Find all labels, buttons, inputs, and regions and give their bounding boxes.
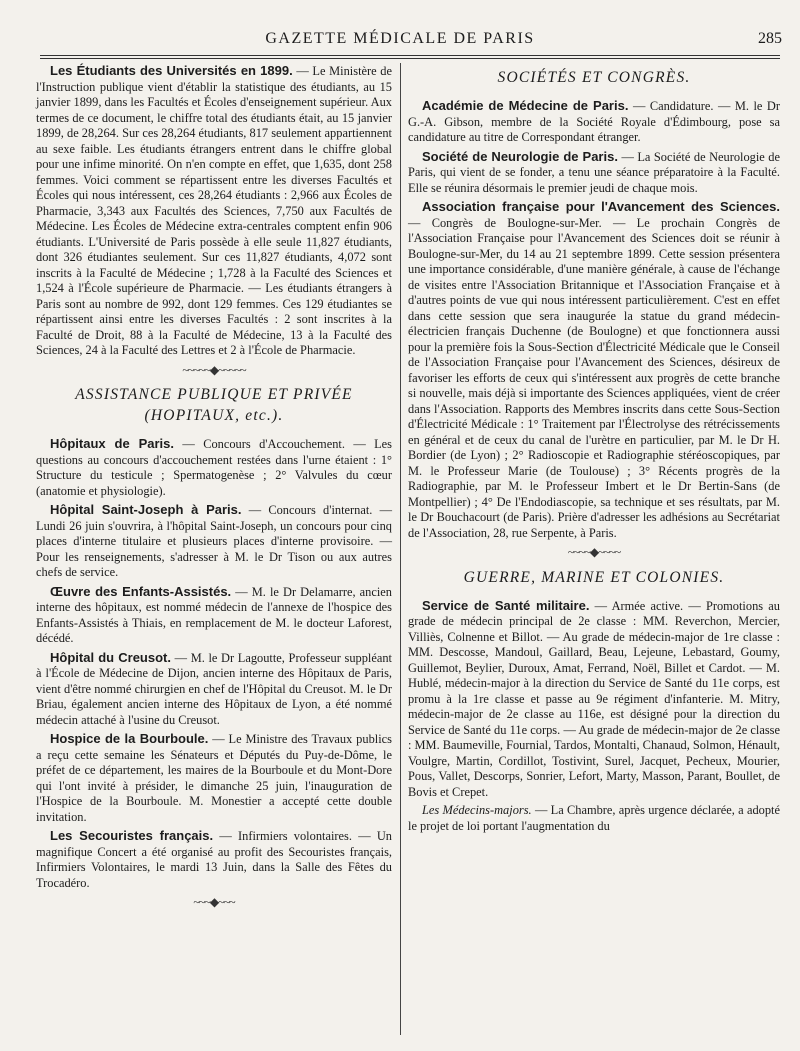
running-title: GAZETTE MÉDICALE DE PARIS	[265, 30, 535, 47]
article-body: — Concours d'internat. — Lundi 26 juin s'ouvrira, à l'hôpital Saint-Joseph, un concours pour cinq places d'interne titulaire et plusieurs places d'interne provisoire. — Pour les renseignements, s'adresser à M. le Dr Tison ou aux autres chefs de service.	[36, 503, 392, 579]
article-title: Les Médecins-majors.	[422, 803, 532, 817]
column-divider	[400, 63, 401, 1035]
ornament-divider: ~~~~◆~~~~	[567, 545, 621, 559]
header-rule-double	[40, 58, 780, 59]
article-title: Service de Santé militaire.	[422, 597, 590, 613]
article-body: — Armée active. — Promotions au grade de médecin principal de 2e classe : MM. Reverchon, Mercier, Villiès, Colnenne et Billot. — Au grade de médecin-major de 1re classe : MM. Descosse, Mandoul, Gaillard, Beau, Lejeune, Lebastard, Goumy, Guillemot, Beylier, Duroux, Amat, Ferrand, Noël, Billet et Cardot. — M. Hublé, médecin-major à la direction du Service de Santé du 11e corps, est promu à la 1re classe et passe au 9e régiment d'infanterie. M. Mitry, médecin-major de 2e classe au 116e, est désigné pour la direction du Service de Santé du 11e corps. — Au grade de médecin-major de 2e classe : MM. Baumeville, Fournial, Tardos, Montalti, Chanaud, Solmon, Hénault, Voulgre, Martin, Cordillot, Tostivint, Surel, Jacquet, Pecheux, Mourier, Pous, Vallet, Descorps, Sonrier, Lefort, Marty, Masson, Parant, Boullet, de Bovis et Crepet.	[408, 598, 780, 799]
left-column	[36, 63, 392, 917]
article-body: — Le Ministère de l'Instruction publique vient d'établir la statistique des étudiants, au 15 janvier 1899, dans les Facultés et Écoles d'enseignement supérieur. Aux termes de ce document, le chiffre total des étudiants était, au 15 janvier 1899, de 28,264. Sur ces 28,264 étudiants, 817 seulement appartiennent au sexe faible. Les étudiants étrangers entrent dans le chiffre global pour une infime minorité. On n'en compte en effet, que 1,635, dont 258 femmes. Voici comment se répartissent entre les diverses Facultés et Écoles qui nous intéressent, ces 28,264 étudiants : 2,966 aux Écoles de Pharmacie, 3,343 aux Facultés des Sciences, 7,750 aux Facultés de Médecine. Les Écoles de Médecine extra-centrales comptent enfin 906 étudiants. L'Université de Paris possède à elle seule 11,827 étudiants, dont 326 étudiantes seulement. Sur ces 11,827 étudiants, 4,072 sont inscrits à la Faculté de Médecine ; 1,728 à la Faculté des Sciences et 1,524 à l'École supérieure de Pharmacie. — Les étudiants étrangers à Paris sont au nombre de 992, dont 129 femmes. Ces 129 étudiantes se répartissent ainsi entre les diverses Facultés : 2 sont inscrites à la Faculté de Droit, 88 à la Faculté de Médecine, 13 à la Faculté des Sciences, 24 à la Faculté des Lettres et 2 à l'École de Pharmacie.	[36, 64, 392, 357]
ornament-end: ~~~◆~~~	[193, 895, 235, 909]
ornament-divider: ~~~~~◆~~~~~	[182, 362, 246, 377]
article-etudiants	[36, 63, 392, 359]
article-title: Académie de Médecine de Paris.	[422, 98, 629, 113]
article-body: — M. le Dr Lagoutte, Professeur suppléant à l'École de Médecine de Dijon, ancien interne des Hôpitaux de Paris, vient d'être nommé chirurgien en chef de l'Hôpital du Creusot. M. le Dr Briau, également ancien interne des Hôpitaux de Lyon, a été nommé médecin attaché à l'usine du Creusot.	[36, 650, 392, 727]
article-body: — M. le Dr Delamarre, ancien interne des hôpitaux, est nommé médecin de l'annexe de l'hospice des Enfants-Assistés à Thiais, en remplacement de M. le docteur Laforest, décédé.	[36, 584, 392, 645]
article-saint-joseph	[36, 502, 392, 581]
article-title: Hôpital Saint-Joseph à Paris.	[50, 502, 242, 517]
article-title: Œuvre des Enfants-Assistés.	[50, 583, 232, 599]
article-hopitaux	[36, 436, 392, 499]
article-body: — La Chambre, après urgence déclarée, a adopté le projet de loi portant l'augmentation du	[408, 803, 780, 833]
article-afas	[408, 199, 780, 541]
article-title: Les Secouristes français.	[50, 828, 214, 843]
article-title: Hôpitaux de Paris.	[50, 436, 175, 451]
article-title: Hospice de la Bourboule.	[50, 731, 209, 746]
section-title-guerre: GUERRE, MARINE ET COLONIES.	[463, 568, 725, 586]
page-header	[0, 30, 800, 52]
section-title-assistance: ASSISTANCE PUBLIQUE ET PRIVÉE (HOPITAUX, etc.).	[75, 386, 353, 424]
article-title: Association française pour l'Avancement des Sciences.	[422, 199, 780, 214]
right-column	[408, 63, 780, 837]
article-creusot	[36, 650, 392, 729]
article-academie	[408, 98, 780, 146]
article-body: — Infirmiers volontaires. — Un magnifique Concert a été organisé au profit des Secouristes français, Infirmiers Volontaires, le mardi 13 Juin, dans la Salle des Fêtes du Trocadéro.	[36, 829, 392, 890]
section-title-societes: SOCIÉTÉS ET CONGRÈS.	[497, 69, 691, 86]
article-body: — Concours d'Accouchement. — Les questions au concours d'accouchement restées dans l'urne étaient : 1° Structure du testicule ; Spermatogenèse ; 2° Valvules du cœur (anatomie et physiologie).	[36, 437, 392, 498]
article-body: — Candidature. — M. le Dr G.-A. Gibson, membre de la Société Royale d'Édimbourg, pose sa candidature au titre de Correspondant étranger.	[408, 99, 780, 144]
page-number: 285	[758, 30, 782, 47]
article-body: — Congrès de Boulogne-sur-Mer. — Le prochain Congrès de l'Association Française pour l'Avancement des Sciences doit se réunir à Boulogne-sur-Mer, du 14 au 21 septembre 1899. Cette session présentera une importance considérable, d'une manière générale, à cause de l'échange de visites entre l'Association Britannique et l'Association Française et à d'autres points de vue qui nous intéressent particulièrement. C'est en effet dans cette session que sera inaugurée la statue du grand médecin-électricien français Duchenne (de Boulogne) et que fonctionnera aussi pour la première fois la Sous-Section d'Électricité Médicale que le Conseil de l'Association Française pour l'Avancement des Sciences, désireux de favoriser les efforts de ceux qui s'intéressent aux progrès de cette branche si nouvelle, mais déjà si importante des Sciences appliquées, vient de créer dans l'Association. Rapports des Membres inscrits dans cette Sous-Section d'Électricité Médicale : 1° Traitement par l'Électrolyse des rétrécissements en général et de ceux du canal de l'urètre en particulier, par M. le Dr H. Bordier (de Lyon) ; 2° Radioscopie et Radiographie stéréoscopiques, par M. le Professeur Marie (de Toulouse) ; 3° Récents progrès de la Radiographie, par M. le Professeur Imbert et le Dr Bertin-Sans (de Montpellier) ; 4° De l'Endodiascopie, sa technique et ses résultats, par M. le Dr Bouchacourt (de Paris). Prière d'adresser les adhésions au Secrétariat de l'Association, 28, rue Serpente, à Paris.	[408, 215, 780, 540]
article-body: — Le Ministre des Travaux publics a reçu cette semaine les Sénateurs et Députés du Puy-de-Dôme, le préfet de ce département, les maires de la Bourboule et du Mont-Dore qui l'ont invité à présider, le dimanche 25 juin, l'inauguration de l'Hospice de la Bourboule. M. Monestier a accepté cette double invitation.	[36, 732, 392, 824]
article-oeuvre	[36, 584, 392, 647]
article-sante-militaire	[408, 598, 780, 801]
article-secouristes	[36, 828, 392, 891]
article-title: Société de Neurologie de Paris.	[422, 148, 618, 164]
article-medecins-majors	[408, 803, 780, 834]
header-rule	[40, 55, 780, 56]
article-bourboule	[36, 731, 392, 825]
article-title: Les Étudiants des Universités en 1899.	[50, 63, 293, 78]
article-body: — La Société de Neurologie de Paris, qui vient de se fonder, a tenu une séance préparatoire à la Faculté. Elle se réunira désormais le premier jeudi de chaque mois.	[408, 149, 780, 195]
article-neurologie	[408, 149, 780, 197]
article-title: Hôpital du Creusot.	[50, 649, 171, 665]
